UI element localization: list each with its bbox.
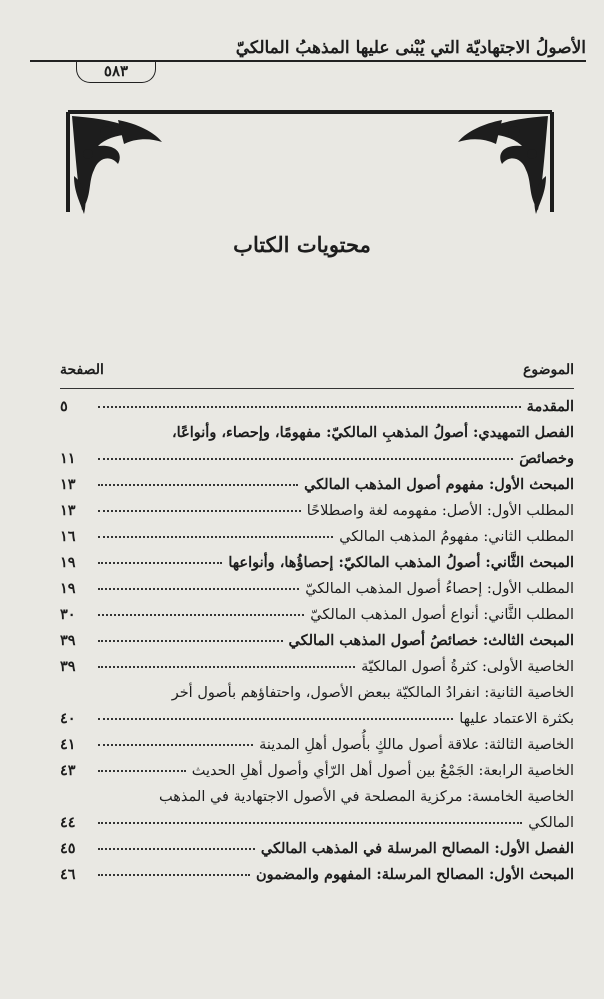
toc-entry[interactable] xyxy=(60,788,574,806)
leader-dots xyxy=(98,666,355,668)
leader-dots xyxy=(98,770,186,772)
toc-entry-page: ١١ xyxy=(60,450,76,467)
running-title: الأصولُ الاجتهاديّة التي يُبْنى عليها المذهبُ المالكيّ xyxy=(235,38,586,58)
toc-entry-title: المطلب الأول: إحصاءُ أصول المذهب المالكيّ xyxy=(305,581,574,597)
toc-entry-title: المطلب الثَّاني: أنواع أصول المذهب المالكيّ xyxy=(310,607,574,623)
toc-entry-page: ٣٩ xyxy=(60,632,76,649)
toc-entry-page: ١٣ xyxy=(60,502,76,519)
toc-entry-title: المطلب الثاني: مفهومُ المذهب المالكي xyxy=(339,529,574,545)
toc-entry[interactable] xyxy=(60,684,574,702)
toc-entry[interactable] xyxy=(60,580,574,598)
toc-entry-page: ١٦ xyxy=(60,528,76,545)
leader-dots xyxy=(98,744,253,746)
leader-dots xyxy=(98,562,222,564)
toc-entry-title: بكثرة الاعتماد عليها xyxy=(459,711,574,727)
toc-entry-title: المبحث الثَّاني: أصولُ المذهب المالكيّ: إحصاؤُها، وأنواعها xyxy=(228,554,574,571)
toc-entry-title: المبحث الأول: مفهوم أصول المذهب المالكي xyxy=(304,476,574,493)
toc-entry-continuation[interactable] xyxy=(60,814,574,832)
toc-entry-title: وخصائصَ xyxy=(519,450,574,467)
leader-dots xyxy=(98,822,522,824)
contents-title: محتويات الكتاب xyxy=(233,232,371,257)
leader-dots xyxy=(98,848,255,850)
toc-entry-page: ٣٠ xyxy=(60,606,76,623)
toc-entry-page: ٥ xyxy=(60,398,68,415)
toc-entry-title: الخاصية الثانية: انفرادُ المالكيّة ببعض الأصول، واحتفاؤهم بأصول أخر xyxy=(171,685,574,701)
leader-dots xyxy=(98,614,304,616)
toc-entry-title: المطلب الأول: الأصل: مفهومه لغة واصطلاحًا xyxy=(306,503,574,519)
toc-entry[interactable] xyxy=(60,658,574,676)
toc-entry-title: الخاصية الرابعة: الجَمْعُ بين أصول أهل الرّأي وأصول أهلِ الحديث xyxy=(191,763,574,779)
column-subject: الموضوع xyxy=(523,362,574,378)
leader-dots xyxy=(98,874,250,876)
toc-entry-continuation[interactable] xyxy=(60,450,574,468)
leader-dots xyxy=(98,458,513,460)
page-number: ٥٨٣ xyxy=(76,62,156,83)
toc-entry-title: المالكي xyxy=(528,815,574,831)
leader-dots xyxy=(98,640,283,642)
toc-entry-title: الفصل الأول: المصالح المرسلة في المذهب المالكي xyxy=(260,840,574,857)
toc-entry-page: ٣٩ xyxy=(60,658,76,675)
toc-entry[interactable] xyxy=(60,632,574,650)
toc-list xyxy=(60,398,574,884)
toc-entry[interactable] xyxy=(60,606,574,624)
column-page: الصفحة xyxy=(60,362,104,378)
leader-dots xyxy=(98,536,333,538)
toc-entry-page: ١٣ xyxy=(60,476,76,493)
leader-dots xyxy=(98,510,301,512)
toc-entry-title: المقدمة xyxy=(526,398,574,415)
column-header xyxy=(60,362,574,384)
toc-entry-page: ٤١ xyxy=(60,736,76,753)
toc-entry-title: الخاصية الثالثة: علاقة أصول مالكٍ بأُصول أهلِ المدينة xyxy=(259,737,574,753)
toc-entry[interactable] xyxy=(60,736,574,754)
toc-entry[interactable] xyxy=(60,762,574,780)
toc-entry-title: المبحث الأول: المصالح المرسلة: المفهوم والمضمون xyxy=(256,866,574,883)
toc-entry-continuation[interactable] xyxy=(60,710,574,728)
column-rule xyxy=(60,388,574,389)
toc-entry-page: ٤٤ xyxy=(60,814,76,831)
toc-entry-page: ٤٠ xyxy=(60,710,76,727)
toc-entry[interactable] xyxy=(60,554,574,572)
toc-entry[interactable] xyxy=(60,502,574,520)
toc-entry[interactable] xyxy=(60,476,574,494)
corner-ornament-icon xyxy=(58,92,562,222)
toc-entry-page: ٤٥ xyxy=(60,840,76,857)
toc-entry-page: ٤٦ xyxy=(60,866,76,883)
toc-entry-page: ١٩ xyxy=(60,554,76,571)
toc-entry-title: المبحث الثالث: خصائصُ أصول المذهب المالكي xyxy=(288,632,574,649)
toc-entry[interactable] xyxy=(60,424,574,442)
toc-entry-title: الفصل التمهيدي: أصولُ المذهبِ المالكيّ: مفهومًا، وإحصاء، وأنواعًا، xyxy=(171,424,574,441)
leader-dots xyxy=(98,484,298,486)
leader-dots xyxy=(98,718,453,720)
toc-entry[interactable] xyxy=(60,840,574,858)
toc-entry-page: ٤٣ xyxy=(60,762,76,779)
toc-entry[interactable] xyxy=(60,528,574,546)
toc-entry[interactable] xyxy=(60,866,574,884)
leader-dots xyxy=(98,406,521,408)
toc-entry-title: الخاصية الخامسة: مركزية المصلحة في الأصول الاجتهادية في المذهب xyxy=(159,789,574,805)
leader-dots xyxy=(98,588,299,590)
toc-entry-title: الخاصية الأولى: كثرةُ أصول المالكيّة xyxy=(361,659,574,675)
toc-entry-page: ١٩ xyxy=(60,580,76,597)
toc-entry[interactable] xyxy=(60,398,574,416)
